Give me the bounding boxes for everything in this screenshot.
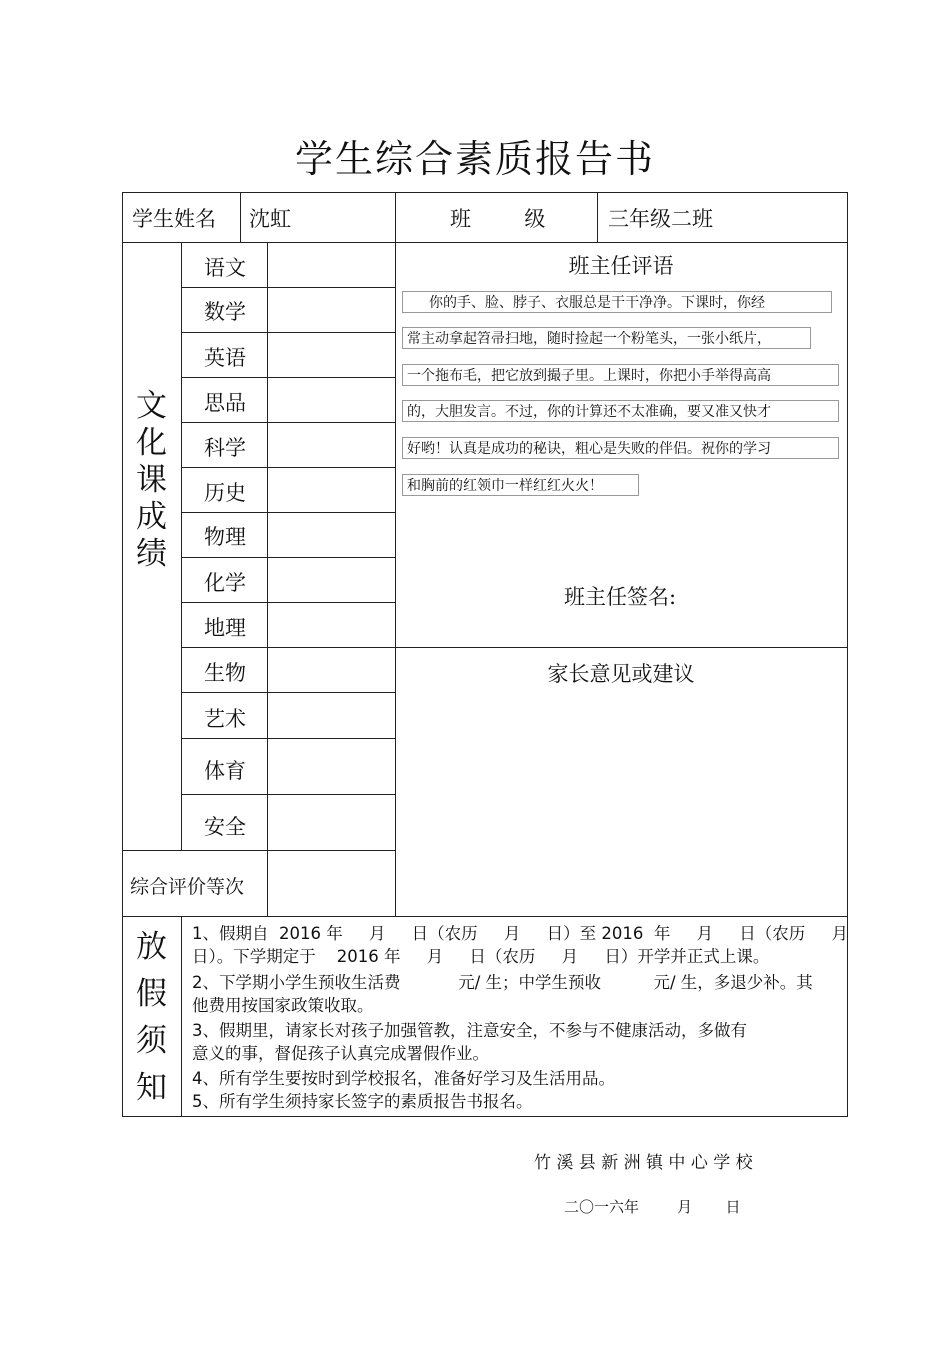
- notice-line: 3、假期里，请家长对孩子加强管教，注意安全，不参与不健康活动，多做有: [192, 1021, 747, 1040]
- parent-opinion-heading: 家长意见或建议: [547, 662, 695, 686]
- notice-line: 5、所有学生须持家长签字的素质报告书报名。: [192, 1092, 533, 1111]
- notice-label-char: 假: [136, 976, 167, 1012]
- header-divider-3: [597, 192, 598, 242]
- subject-history: 历史: [204, 481, 246, 505]
- class-label: 班 级: [450, 207, 546, 231]
- subject-biology: 生物: [204, 661, 246, 685]
- row-sep: [181, 287, 395, 288]
- teacher-signature-label: 班主任签名:: [564, 585, 677, 609]
- table-border-bottom: [122, 1116, 848, 1117]
- teacher-parent-separator: [395, 647, 847, 648]
- class-value: 三年级二班: [608, 207, 713, 231]
- row-sep: [181, 738, 395, 739]
- comment-line: 一个拖布毛，把它放到撮子里。上课时，你把小手举得高高: [402, 364, 839, 386]
- row-sep: [181, 602, 395, 603]
- comment-line: 和胸前的红领巾一样红红火火！: [402, 474, 639, 496]
- subject-geography: 地理: [204, 616, 246, 640]
- subject-chinese: 语文: [204, 256, 246, 280]
- grades-label-char: 课: [136, 462, 167, 498]
- comment-line: 的，大胆发言。不过，你的计算还不太准确，要又准又快才: [402, 400, 839, 422]
- overall-grade-label: 综合评价等次: [130, 876, 245, 898]
- issue-date: 二〇一六年 月 日: [564, 1198, 741, 1216]
- grades-label-char: 成: [136, 499, 167, 535]
- notice-section-label: [122, 924, 181, 1112]
- comment-line: 好哟！认真是成功的秘诀，粗心是失败的伴侣。祝你的学习: [402, 437, 839, 459]
- subject-english: 英语: [204, 346, 246, 370]
- notice-label-char: 放: [136, 929, 167, 965]
- notice-label-divider: [181, 916, 182, 1116]
- name-label: 学生姓名: [132, 207, 216, 231]
- row-sep: [181, 557, 395, 558]
- notice-row-top: [122, 916, 848, 917]
- row-sep: [181, 377, 395, 378]
- row-sep: [181, 512, 395, 513]
- notice-label-char: 须: [136, 1023, 167, 1059]
- grades-label-char: 文: [136, 388, 167, 424]
- notice-label-char: 知: [136, 1070, 167, 1106]
- row-sep: [181, 422, 395, 423]
- row-sep: [181, 794, 395, 795]
- grades-label-char: 化: [136, 425, 167, 461]
- row-sep: [181, 467, 395, 468]
- row-sep: [181, 332, 395, 333]
- subject-safety: 安全: [204, 815, 246, 839]
- row-sep: [181, 692, 395, 693]
- header-divider-1: [240, 192, 241, 242]
- name-value: 沈虹: [249, 207, 291, 231]
- subject-chemistry: 化学: [204, 571, 246, 595]
- notice-line: 1、假期自 2016 年 月 日（农历 月 日）至 2016 年 月 日（农历 月: [192, 924, 849, 943]
- subject-pe: 体育: [204, 759, 246, 783]
- row-sep: [122, 850, 395, 851]
- header-row-bottom: [122, 242, 848, 243]
- comment-line: 你的手、脸、脖子、衣服总是干干净净。下课时，你经: [402, 291, 832, 313]
- subject-science: 科学: [204, 436, 246, 460]
- row-sep: [181, 647, 395, 648]
- grades-section-label: [122, 388, 181, 573]
- notice-line: 意义的事，督促孩子认真完成署假作业。: [192, 1044, 489, 1063]
- notice-line: 2、下学期小学生预收生活费 元/ 生；中学生预收 元/ 生，多退少补。其: [192, 973, 813, 992]
- table-border-top: [122, 192, 848, 193]
- teacher-comment-heading: 班主任评语: [568, 254, 674, 278]
- subject-math: 数学: [204, 300, 246, 324]
- comment-line: 常主动拿起笤帚扫地，随时捡起一个粉笔头，一张小纸片，: [402, 327, 811, 349]
- notice-line: 日）。下学期定于 2016 年 月 日（农历 月 日）开学并正式上课。: [192, 947, 770, 966]
- notice-line: 4、所有学生要按时到学校报名，准备好学习及生活用品。: [192, 1069, 615, 1088]
- subject-morality: 思品: [204, 391, 246, 415]
- table-border-right: [847, 192, 848, 1117]
- subject-art: 艺术: [204, 707, 246, 731]
- main-divider: [395, 192, 396, 916]
- grades-label-char: 绩: [136, 536, 167, 572]
- school-name: 竹 溪 县 新 洲 镇 中 心 学 校: [534, 1153, 753, 1173]
- page-title: 学生综合素质报告书: [294, 137, 655, 181]
- notice-line: 他费用按国家政策收取。: [192, 996, 374, 1015]
- subject-physics: 物理: [204, 525, 246, 549]
